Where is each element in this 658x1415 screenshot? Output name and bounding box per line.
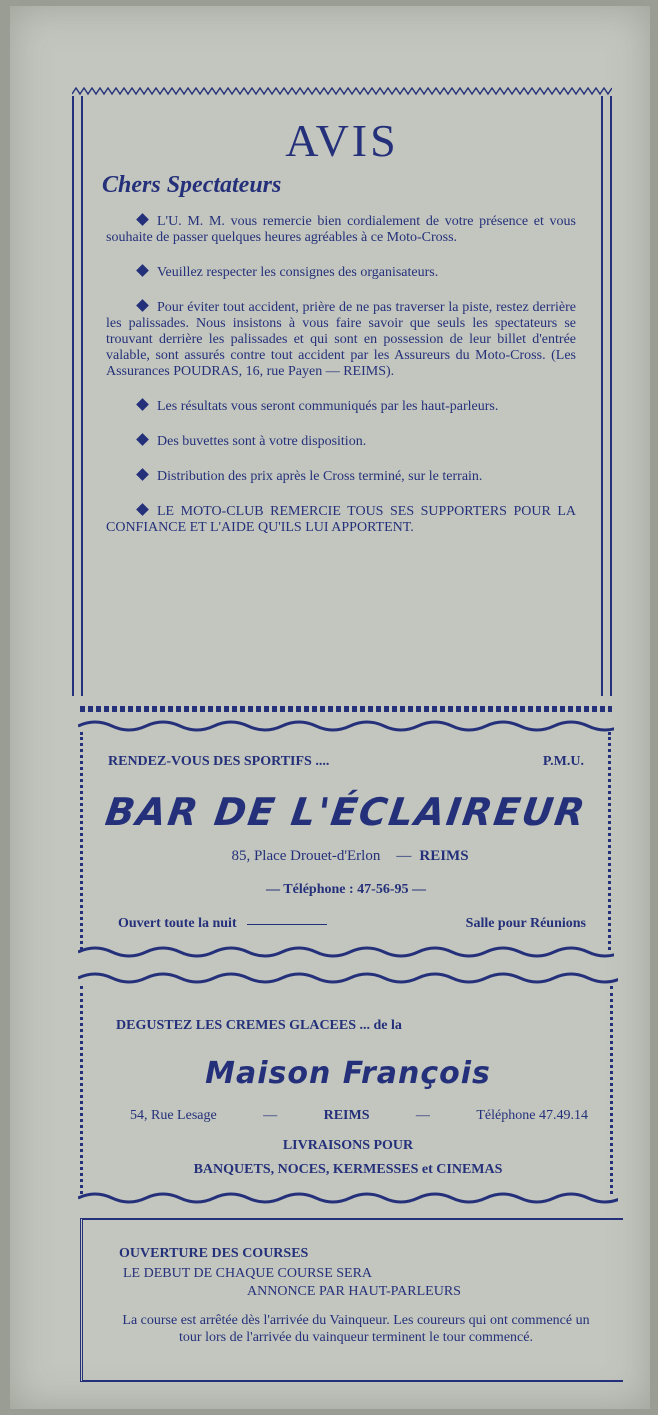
maison-deliveries: LIVRAISONS POUR bbox=[282, 1138, 414, 1153]
zigzag-border-top bbox=[72, 86, 612, 96]
bar-footer-row bbox=[118, 916, 586, 932]
maison-events: BANQUETS, NOCES, KERMESSES et CINEMAS bbox=[193, 1162, 503, 1177]
right-border bbox=[608, 732, 614, 950]
divider-line bbox=[247, 924, 327, 925]
bar-phone: — Téléphone : 47-56-95 — bbox=[266, 882, 426, 897]
diamond-bullet-icon bbox=[136, 264, 149, 277]
ouverture-title: OUVERTURE DES COURSES bbox=[119, 1246, 309, 1261]
maison-address: 54, Rue Lesage — REIMS — Téléphone 47.49.14 bbox=[130, 1108, 588, 1123]
avis-paragraph: Des buvettes sont à votre disposition. bbox=[106, 434, 576, 450]
dotted-divider bbox=[80, 706, 612, 712]
avis-paragraph: L'U. M. M. vous remercie bien cordialement de votre présence et vous souhaite de passer quelques heures agréables à ce Moto-Cross. bbox=[106, 214, 576, 245]
program-page bbox=[10, 6, 650, 1409]
avis-paragraph: Les résultats vous seront communiqués par les haut-parleurs. bbox=[106, 399, 576, 415]
avis-title: AVIS bbox=[285, 115, 399, 166]
maison-francois-ad bbox=[78, 970, 618, 1210]
bar-meeting-room: Salle pour Réunions bbox=[465, 916, 586, 931]
avis-paragraph: Distribution des prix après le Cross terminé, sur le terrain. bbox=[106, 469, 576, 485]
bar-name: BAR DE L'ÉCLAIREUR bbox=[102, 790, 590, 834]
ouverture-line: LE DEBUT DE CHAQUE COURSE SERA bbox=[123, 1266, 373, 1281]
diamond-bullet-icon bbox=[136, 433, 149, 446]
bar-tagline: RENDEZ-VOUS DES SPORTIFS .... bbox=[108, 754, 330, 769]
avis-subtitle: Chers Spectateurs bbox=[102, 172, 282, 198]
diamond-bullet-icon bbox=[136, 398, 149, 411]
ouverture-note: La course est arrêtée dès l'arrivée du Vainqueur. Les coureurs qui ont commencé un tour lors de l'arrivée du vainqueur terminent le tour commencé. bbox=[122, 1313, 590, 1345]
bar-open-hours: Ouvert toute la nuit bbox=[118, 916, 237, 931]
maison-name: Maison François bbox=[205, 1056, 491, 1091]
wavy-border-top bbox=[78, 970, 618, 986]
maison-intro: DEGUSTEZ LES CREMES GLACEES ... de la bbox=[116, 1018, 402, 1033]
ouverture-courses bbox=[80, 1218, 623, 1382]
wavy-border-bottom bbox=[78, 1190, 618, 1206]
avis-paragraph: Veuillez respecter les consignes des organisateurs. bbox=[106, 265, 576, 281]
diamond-bullet-icon bbox=[136, 213, 149, 226]
left-border bbox=[72, 96, 83, 696]
right-border bbox=[601, 96, 612, 696]
avis-paragraph: LE MOTO-CLUB REMERCIE TOUS SES SUPPORTERS POUR LA CONFIANCE ET L'AIDE QU'ILS LUI APPORTENT. bbox=[106, 504, 576, 535]
wavy-border-top bbox=[78, 718, 614, 734]
avis-body bbox=[106, 214, 576, 555]
pmu-label: P.M.U. bbox=[542, 754, 584, 769]
bar-eclaireur-ad bbox=[78, 718, 614, 963]
diamond-bullet-icon bbox=[136, 299, 149, 312]
diamond-bullet-icon bbox=[136, 468, 149, 481]
avis-notice bbox=[72, 86, 612, 701]
bar-address: 85, Place Drouet-d'Erlon — REIMS bbox=[231, 848, 469, 864]
avis-paragraph: Pour éviter tout accident, prière de ne pas traverser la piste, restez derrière les palissades. Nous insistons à vous faire savoir que seuls les spectateurs se trouvant derrière les palissades et qui sont en possession de leur billet d'entrée valable, sont assurés contre tout accident par les Assureurs du Moto-Cross. (Les Assurances POUDRAS, 16, rue Payen — REIMS). bbox=[106, 300, 576, 379]
left-border bbox=[80, 732, 86, 950]
diamond-bullet-icon bbox=[136, 503, 149, 516]
bar-header-row bbox=[108, 754, 584, 770]
ouverture-line: ANNONCE PAR HAUT-PARLEURS bbox=[247, 1284, 461, 1299]
wavy-border-bottom bbox=[78, 944, 614, 960]
